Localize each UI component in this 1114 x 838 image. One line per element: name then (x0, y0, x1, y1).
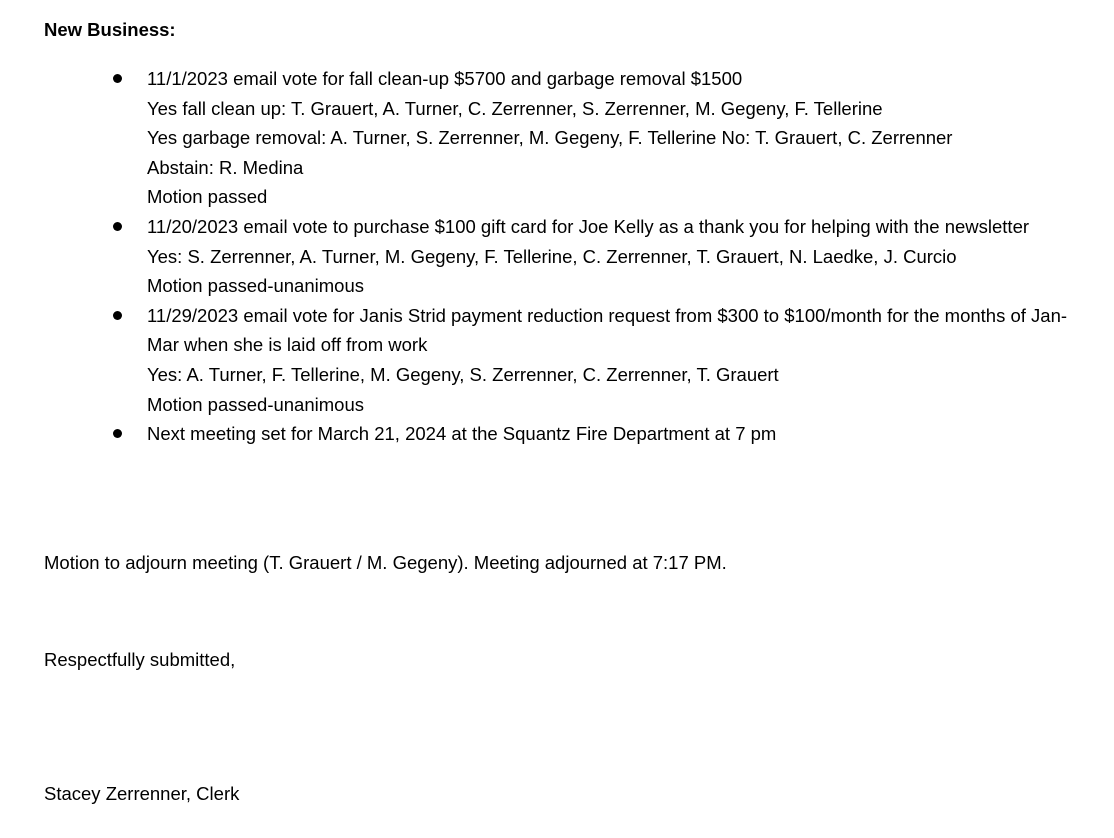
section-heading: New Business: (44, 19, 176, 40)
item-line: Yes: S. Zerrenner, A. Turner, M. Gegeny, F. Tellerine, C. Zerrenner, T. Grauert, N. Laedke, J. Curcio (147, 245, 957, 267)
item-line: Yes fall clean up: T. Grauert, A. Turner, C. Zerrenner, S. Zerrenner, M. Gegeny, F. Tellerine (147, 97, 883, 119)
item-line: Motion passed-unanimous (147, 275, 364, 297)
list-item (0, 64, 1114, 212)
list-item (0, 419, 1114, 449)
bullet-icon (113, 222, 122, 231)
list-item (0, 212, 1114, 301)
adjourn-statement: Motion to adjourn meeting (T. Grauert / M. Gegeny). Meeting adjourned at 7:17 PM. (44, 552, 727, 573)
item-line: Next meeting set for March 21, 2024 at the Squantz Fire Department at 7 pm (147, 423, 777, 445)
bullet-icon (113, 311, 122, 320)
list-item (0, 301, 1114, 419)
signature-line: Stacey Zerrenner, Clerk (44, 783, 240, 804)
item-line: Yes garbage removal: A. Turner, S. Zerrenner, M. Gegeny, F. Tellerine No: T. Grauert, C. Zerrenner (147, 127, 953, 149)
closing-text: Respectfully submitted, (44, 649, 236, 670)
new-business-list (0, 64, 1114, 449)
item-line: 11/1/2023 email vote for fall clean-up $5700 and garbage removal $1500 (147, 68, 743, 89)
item-line: Abstain: R. Medina (147, 156, 304, 178)
item-line: Motion passed-unanimous (147, 393, 364, 415)
item-line: 11/29/2023 email vote for Janis Strid payment reduction request from $300 to $100/month for the months of Jan-Mar when she is laid off from work (147, 304, 1068, 356)
item-line: Yes: A. Turner, F. Tellerine, M. Gegeny, S. Zerrenner, C. Zerrenner, T. Grauert (147, 363, 779, 385)
item-line: Motion passed (147, 186, 268, 208)
bullet-icon (113, 74, 122, 83)
item-line: 11/20/2023 email vote to purchase $100 gift card for Joe Kelly as a thank you for helping with the newsletter (147, 215, 1030, 237)
bullet-icon (113, 429, 122, 438)
